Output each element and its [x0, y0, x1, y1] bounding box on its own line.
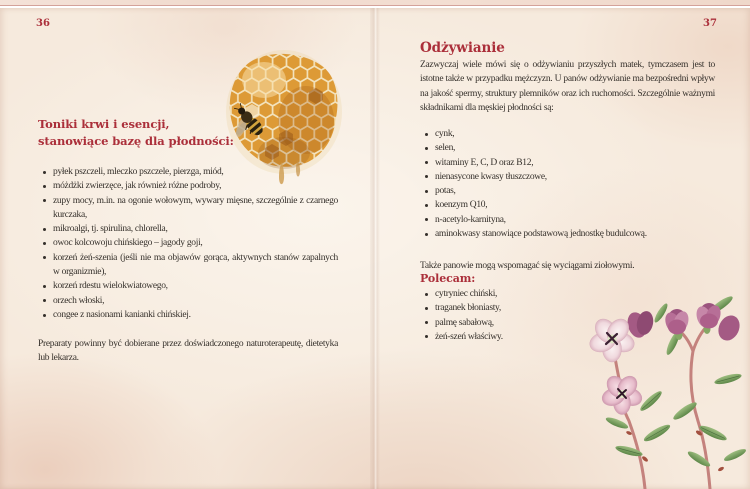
left-heading-line1: Toniki krwi i esencji, — [38, 117, 170, 131]
nutrients-list — [420, 127, 715, 241]
left-section-heading — [38, 116, 278, 150]
left-heading-line2: stanowiące bazę dla płodności: — [38, 134, 234, 148]
pink-flowers-illustration — [581, 283, 750, 489]
list-item: korzeń żeń-szenia (jeśli nie ma objawów gorąca, aktywnych stanów zapalnych w organizmie), — [38, 251, 338, 280]
nutrition-intro-paragraph: Zazwyczaj wiele mówi się o odżywianiu przyszłych matek, tymczasem jest to istotne także w przypadku mężczyzn. U panów odżywianie ma bezpośredni wpływ na jakość spermy, struktury plemników oraz ich ruchomości. Szczególnie ważnymi składnikami dla męskiej płodności są: — [420, 60, 715, 113]
list-item: cynk, — [420, 127, 715, 141]
left-closing-paragraph: Preparaty powinny być dobierane przez doświadczonego naturoterapeutę, dietetyka lub lekarza. — [38, 339, 338, 364]
left-page-number: 36 — [36, 18, 50, 29]
list-item: selen, — [420, 141, 715, 155]
right-section-heading: Odżywianie — [420, 40, 505, 56]
list-item: traganek błoniasty, — [420, 301, 620, 315]
list-item: aminokwasy stanowiące podstawową jednostkę budulcową. — [420, 227, 715, 241]
list-item: palmę sabałową, — [420, 316, 620, 330]
list-item: owoc kolcowoju chińskiego – jagody goji, — [38, 236, 338, 250]
right-page-number: 37 — [703, 18, 717, 29]
list-item: witaminy E, C, D oraz B12, — [420, 156, 715, 170]
tonics-list — [38, 165, 338, 322]
list-item: móżdżki zwierzęce, jak również różne podroby, — [38, 179, 338, 193]
cup-flower — [662, 309, 691, 340]
spread-gutter-shadow — [370, 8, 380, 489]
list-item: cytryniec chiński, — [420, 287, 620, 301]
list-item: mikroalgi, tj. spirulina, chlorella, — [38, 222, 338, 236]
recommend-label: Polecam: — [420, 272, 476, 285]
list-item: nienasycone kwasy tłuszczowe, — [420, 170, 715, 184]
list-item: korzeń rdestu wielokwiatowego, — [38, 279, 338, 293]
list-item: congee z nasionami kanianki chińskiej. — [38, 308, 338, 322]
list-item: koenzym Q10, — [420, 198, 715, 212]
list-item: pyłek pszczeli, mleczko pszczele, pierzga, miód, — [38, 165, 338, 179]
list-item: żeń-szeń właściwy. — [420, 330, 620, 344]
list-item: potas, — [420, 184, 715, 198]
list-item: n-acetylo-karnityna, — [420, 213, 715, 227]
herbal-paragraph: Także panowie mogą wspomagać się wyciągami ziołowymi. — [420, 261, 635, 271]
open-flower-pink — [600, 372, 644, 414]
list-item: zupy mocy, m.in. na ogonie wołowym, wywary mięsne, szczególnie z czarnego kurczaka, — [38, 194, 338, 223]
list-item: orzech włoski, — [38, 294, 338, 308]
